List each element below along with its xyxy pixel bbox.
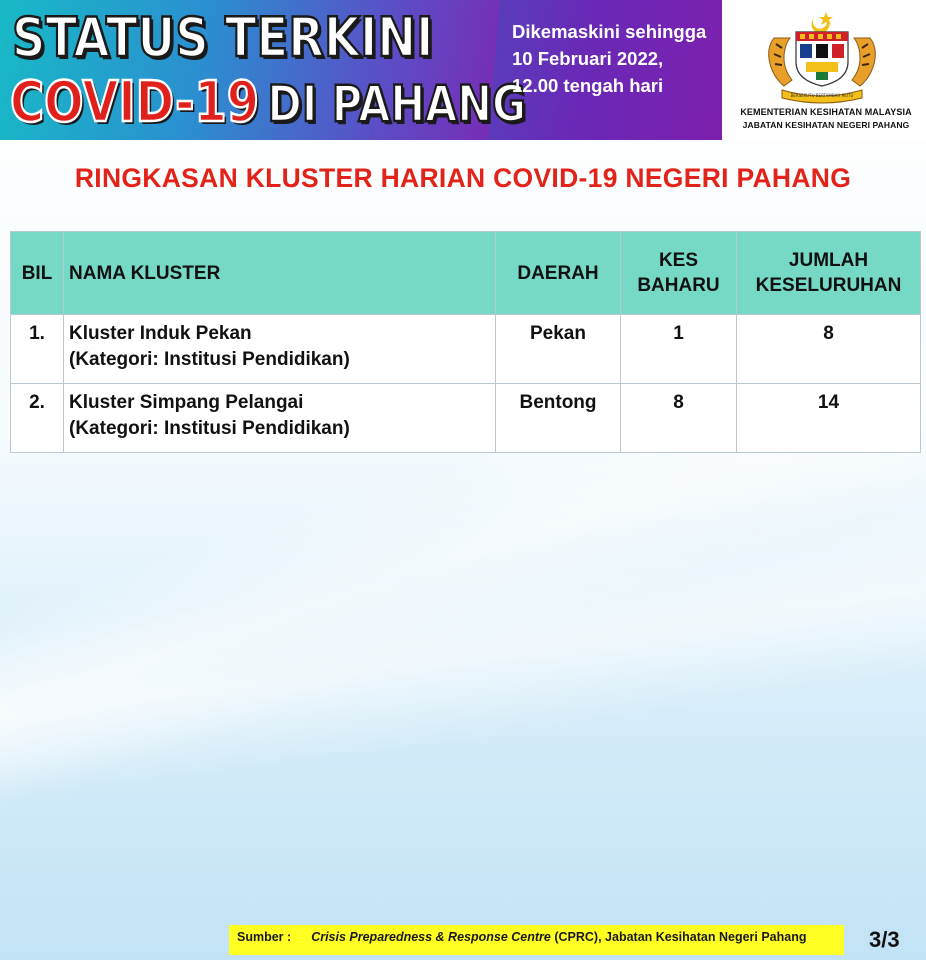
source-label: Sumber : — [237, 930, 292, 944]
cluster-category: (Kategori: Institusi Pendidikan) — [69, 349, 350, 370]
header-jumlah-keseluruhan — [737, 232, 921, 315]
header-bil: BIL — [11, 232, 64, 315]
cluster-category: (Kategori: Institusi Pendidikan) — [69, 418, 350, 439]
title-covid-line — [10, 70, 526, 135]
cell-bil: 2. — [11, 384, 64, 453]
cell-jumlah: 8 — [737, 315, 921, 384]
page-number: 3/3 — [869, 927, 900, 952]
cluster-summary-table — [10, 231, 921, 453]
page-title: RINGKASAN KLUSTER HARIAN COVID-19 NEGERI PAHANG — [74, 163, 852, 193]
cluster-name: Kluster Simpang Pelangai — [69, 392, 304, 413]
cell-bil: 1. — [11, 315, 64, 384]
cell-nama-kluster — [64, 384, 496, 453]
header-kes-line-2: BAHARU — [637, 275, 720, 296]
table-header-row — [11, 232, 921, 315]
cell-daerah: Pekan — [496, 315, 621, 384]
cluster-table — [10, 231, 920, 453]
header-nama-kluster: NAMA KLUSTER — [64, 232, 496, 315]
title-di-pahang: DI PAHANG — [267, 75, 527, 133]
cluster-name: Kluster Induk Pekan — [69, 323, 252, 344]
cell-kes-baharu: 8 — [621, 384, 737, 453]
cell-daerah: Bentong — [496, 384, 621, 453]
update-timestamp — [512, 18, 717, 99]
ministry-line-2: JABATAN KESIHATAN NEGERI PAHANG — [742, 120, 910, 130]
source-organization: Crisis Preparedness & Response Centre — [311, 930, 551, 944]
source-note — [229, 925, 844, 955]
title-status-terkini: STATUS TERKINI — [12, 6, 434, 69]
title-covid: COVID-19 — [10, 70, 260, 135]
header-daerah: DAERAH — [496, 232, 621, 315]
header-jumlah-line-2: KESELURUHAN — [755, 275, 902, 296]
cell-kes-baharu: 1 — [621, 315, 737, 384]
source-detail: (CPRC), Jabatan Kesihatan Negeri Pahang — [550, 930, 807, 944]
header-jumlah-line-1: JUMLAH — [788, 250, 869, 271]
cell-jumlah: 14 — [737, 384, 921, 453]
update-line-3: 12.00 tengah hari — [512, 75, 664, 96]
update-line-2: 10 Februari 2022, — [512, 48, 664, 69]
table-row — [11, 315, 921, 384]
ministry-name — [726, 106, 926, 132]
header-banner — [0, 0, 926, 140]
update-line-1: Dikemaskini sehingga — [512, 21, 707, 42]
table-row — [11, 384, 921, 453]
header-kes-line-1: KES — [658, 250, 699, 271]
coat-of-arms-icon — [760, 8, 884, 104]
ministry-line-1: KEMENTERIAN KESIHATAN MALAYSIA — [740, 107, 912, 117]
header-kes-baharu — [621, 232, 737, 315]
svg-text:BERSEKUTU BERTAMBAH MUTU: BERSEKUTU BERTAMBAH MUTU — [790, 93, 854, 98]
cell-nama-kluster — [64, 315, 496, 384]
